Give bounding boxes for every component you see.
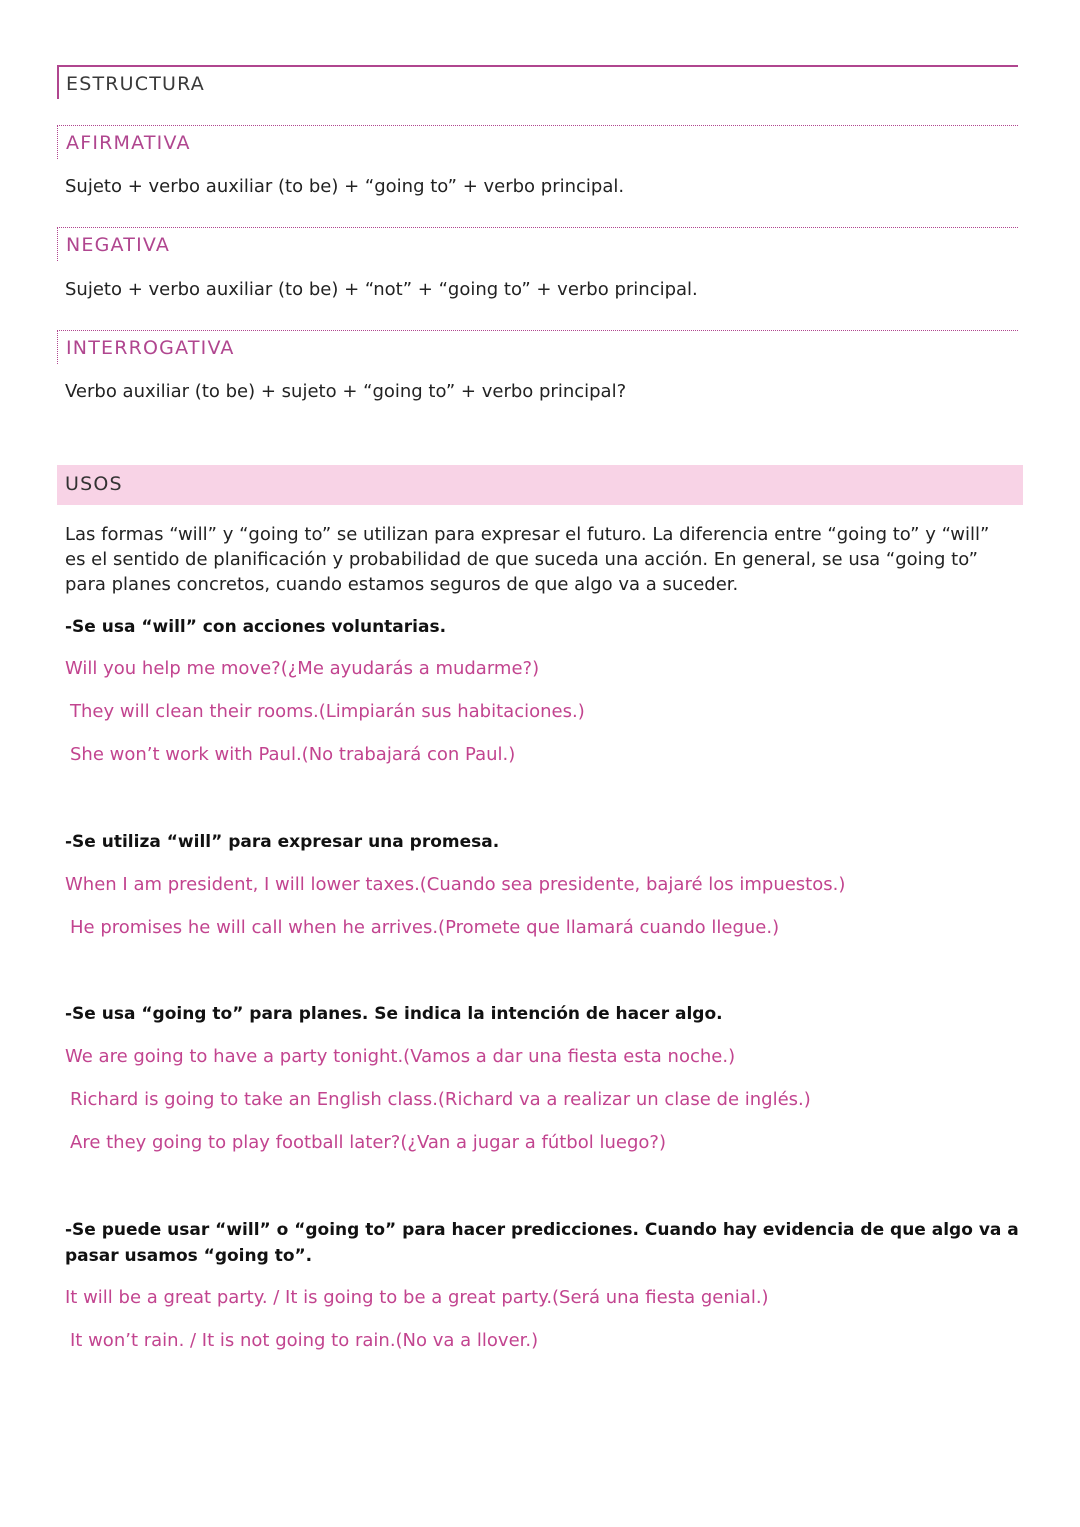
- example-sentence: He promises he will call when he arrives.(Promete que llamará cuando llegue.): [70, 917, 780, 938]
- example-sentence: When I am president, I will lower taxes.(Cuando sea presidente, bajaré los impuestos.): [65, 874, 846, 895]
- subsection-header-afirmativa: [57, 125, 1018, 159]
- example-sentence: They will clean their rooms.(Limpiarán sus habitaciones.): [70, 701, 585, 722]
- rule-title-promise: -Se utiliza “will” para expresar una promesa.: [65, 832, 500, 852]
- section-header-estructura: [57, 65, 1018, 99]
- example-sentence: Richard is going to take an English class.(Richard va a realizar un clase de inglés.): [70, 1089, 811, 1110]
- rule-title-predictions: -Se puede usar “will” o “going to” para hacer predicciones. Cuando hay evidencia de que algo va a pasar usamos “going to”.: [65, 1220, 1019, 1266]
- example-sentence: Will you help me move?(¿Me ayudarás a mudarme?): [65, 658, 540, 679]
- example-sentence: It will be a great party. / It is going to be a great party.(Será una fiesta genial.): [65, 1287, 769, 1308]
- rule-title-plans: -Se usa “going to” para planes. Se indica la intención de hacer algo.: [65, 1004, 723, 1024]
- subsection-header-negativa: [57, 227, 1018, 261]
- section-title-estructura: ESTRUCTURA: [66, 73, 205, 95]
- example-sentence: We are going to have a party tonight.(Vamos a dar una fiesta esta noche.): [65, 1046, 736, 1067]
- usos-intro-paragraph: Las formas “will” y “going to” se utilizan para expresar el futuro. La diferencia entre “going to” y “will” es el sentido de planificación y probabilidad de que suceda una acción. En general, se usa “going to” para planes concretos, cuando estamos seguros de que algo va a suceder.: [65, 524, 990, 595]
- section-header-usos: [57, 465, 1023, 505]
- example-sentence: She won’t work with Paul.(No trabajará con Paul.): [70, 744, 516, 765]
- subsection-header-interrogativa: [57, 330, 1018, 364]
- subsection-title-afirmativa: AFIRMATIVA: [66, 132, 191, 154]
- section-title-usos: USOS: [65, 473, 123, 495]
- example-sentence: Are they going to play football later?(¿Van a jugar a fútbol luego?): [70, 1132, 666, 1153]
- formula-negativa: Sujeto + verbo auxiliar (to be) + “not” + “going to” + verbo principal.: [65, 279, 698, 300]
- formula-afirmativa: Sujeto + verbo auxiliar (to be) + “going to” + verbo principal.: [65, 176, 625, 197]
- subsection-title-negativa: NEGATIVA: [66, 234, 171, 256]
- formula-interrogativa: Verbo auxiliar (to be) + sujeto + “going to” + verbo principal?: [65, 381, 627, 402]
- example-sentence: It won’t rain. / It is not going to rain.(No va a llover.): [70, 1330, 539, 1351]
- subsection-title-interrogativa: INTERROGATIVA: [66, 337, 235, 359]
- rule-title-voluntary: -Se usa “will” con acciones voluntarias.: [65, 617, 447, 637]
